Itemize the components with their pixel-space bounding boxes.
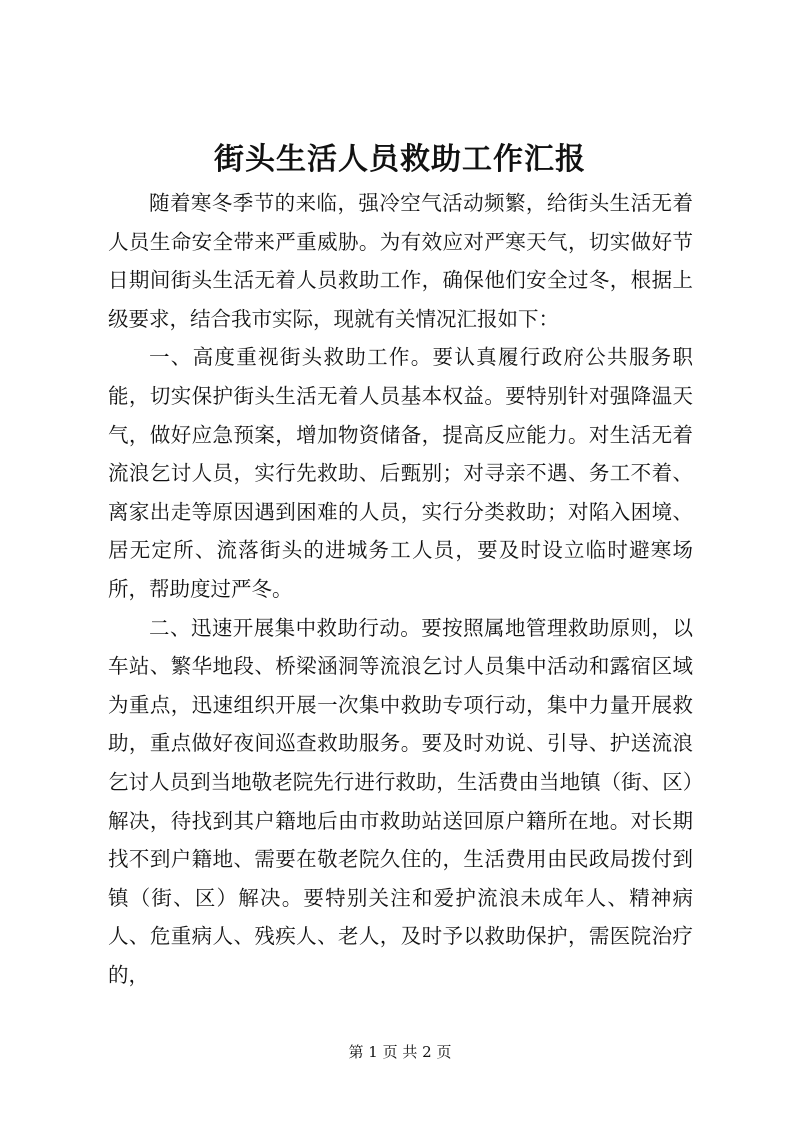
- paragraph-section-two: 二、迅速开展集中救助行动。要按照属地管理救助原则，以车站、繁华地段、桥梁涵洞等流浪乞讨人员集中活动和露宿区域为重点，迅速组织开展一次集中救助专项行动，集中力量开展救助，重点做好夜间巡查救助服务。要及时劝说、引导、护送流浪乞讨人员到当地敬老院先行进行救助，生活费由当地镇（街、区）解决，待找到其户籍地后由市救助站送回原户籍所在地。对长期找不到户籍地、需要在敬老院久住的，生活费用由民政局拨付到镇（街、区）解决。要特别关注和爱护流浪未成年人、精神病人、危重病人、残疾人、老人，及时予以救助保护，需医院治疗的，: [108, 615, 693, 987]
- document-body: [108, 184, 693, 994]
- paragraph-section-one: 一、高度重视街头救助工作。要认真履行政府公共服务职能，切实保护街头生活无着人员基本权益。要特别针对强降温天气，做好应急预案，增加物资储备，提高反应能力。对生活无着流浪乞讨人员，实行先救助、后甄别；对寻亲不遇、务工不着、离家出走等原因遇到困难的人员，实行分类救助；对陷入困境、居无定所、流落街头的进城务工人员，要及时设立临时避寒场所，帮助度过严冬。: [108, 345, 693, 601]
- page-footer: 第 1 页 共 2 页: [348, 1043, 452, 1061]
- paragraph-intro: 随着寒冬季节的来临，强冷空气活动频繁，给街头生活无着人员生命安全带来严重威胁。为有效应对严寒天气，切实做好节日期间街头生活无着人员救助工作，确保他们安全过冬，根据上级要求，结合我市实际，现就有关情况汇报如下：: [108, 191, 693, 331]
- document-title: 街头生活人员救助工作汇报: [214, 142, 586, 177]
